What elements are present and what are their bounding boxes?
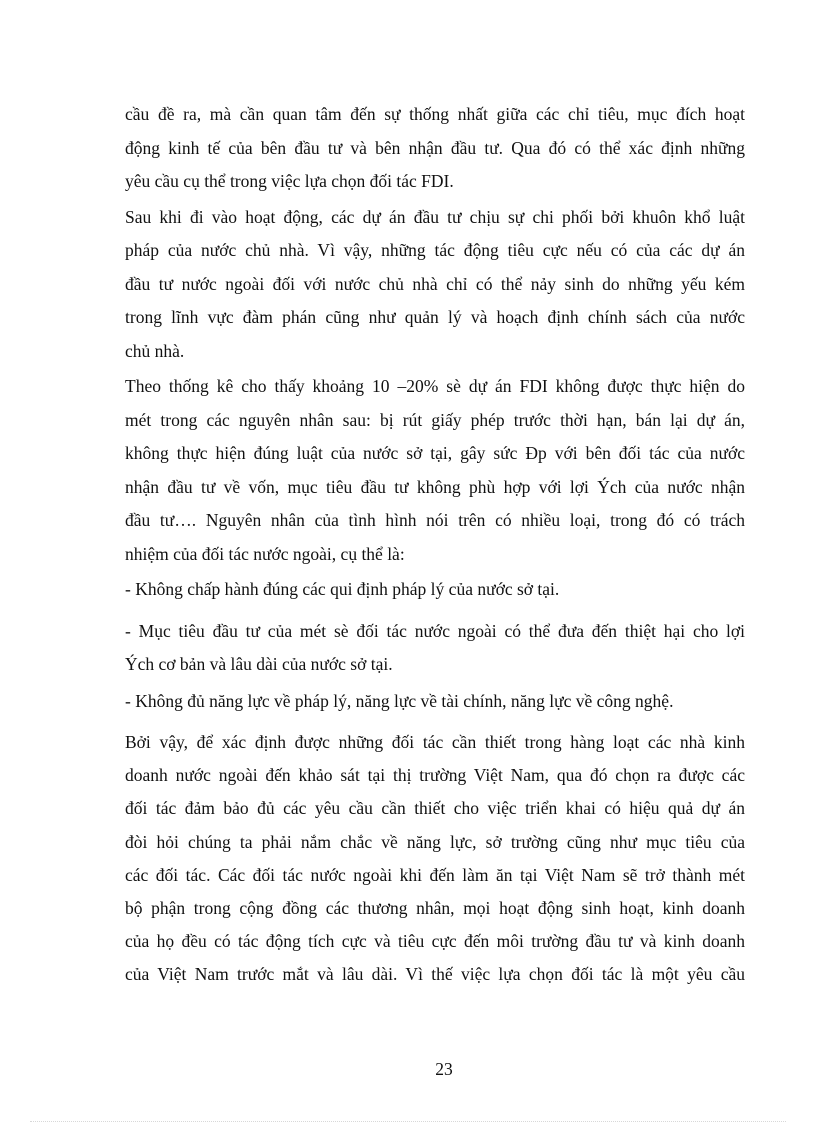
text-line: nhiệm của đối tác nước ngoài, cụ thể là: — [125, 544, 405, 564]
page-number: 23 — [435, 1059, 453, 1079]
text-line: đầu tư nước ngoài đối với nước chủ nhà chỉ có thể nảy sinh do những yếu kém — [125, 274, 745, 294]
text-line: các đối tác. Các đối tác nước ngoài khi đến làm ăn tại Việt Nam sẽ trở thành mét — [125, 865, 745, 885]
page-bottom-rule — [30, 1121, 786, 1122]
text-line: đòi hỏi chúng ta phải nắm chắc về năng lực, sở trường cũng như mục tiêu của — [125, 832, 745, 852]
text-line: chủ nhà. — [125, 341, 185, 361]
text-line: cầu đề ra, mà cần quan tâm đến sự thống nhất giữa các chỉ tiêu, mục đích hoạt — [125, 104, 745, 124]
bullet-item: - Mục tiêu đầu tư của mét sè đối tác nước ngoài có thể đưa đến thiệt hại cho lợi — [125, 621, 745, 641]
text-line: của Việt Nam trước mắt và lâu dài. Vì thế việc lựa chọn đối tác là một yêu cầu — [125, 964, 745, 984]
text-line: Sau khi đi vào hoạt động, các dự án đầu tư chịu sự chi phối bởi khuôn khổ luật — [125, 207, 745, 227]
text-line: trong lĩnh vực đàm phán cũng như quản lý và hoạch định chính sách của nước — [125, 307, 745, 327]
text-line: của họ đều có tác động tích cực và tiêu cực đến môi trường đầu tư và kinh doanh — [125, 931, 745, 951]
text-line: đối tác đảm bảo đủ các yêu cầu cần thiết cho việc triển khai có hiệu quả dự án — [125, 798, 745, 818]
text-line: doanh nước ngoài đến khảo sát tại thị trường Việt Nam, qua đó chọn ra được các — [125, 765, 745, 785]
text-line: đầu tư…. Nguyên nhân của tình hình nói trên có nhiều loại, trong đó có trách — [125, 510, 745, 530]
text-line: bộ phận trong cộng đồng các thương nhân, mọi hoạt động sinh hoạt, kinh doanh — [125, 898, 745, 918]
text-line: động kinh tế của bên đầu tư và bên nhận đầu tư. Qua đó có thể xác định những — [125, 138, 745, 158]
text-line: Bởi vậy, để xác định được những đối tác cần thiết trong hàng loạt các nhà kinh — [125, 732, 745, 752]
bullet-item: - Không chấp hành đúng các qui định pháp lý của nước sở tại. — [125, 579, 560, 599]
bullet-item: - Không đủ năng lực về pháp lý, năng lực về tài chính, năng lực về công nghệ. — [125, 691, 674, 711]
text-line: Theo thống kê cho thấy khoảng 10 –20% sè dự án FDI không được thực hiện do — [125, 376, 745, 396]
text-line: yêu cầu cụ thể trong việc lựa chọn đối tác FDI. — [125, 171, 454, 191]
text-line: nhận đầu tư về vốn, mục tiêu đầu tư không phù hợp với lợi Ých của nước nhận — [125, 477, 745, 497]
text-line: Ých cơ bản và lâu dài của nước sở tại. — [125, 654, 393, 674]
text-line: mét trong các nguyên nhân sau: bị rút giấy phép trước thời hạn, bán lại dự án, — [125, 410, 745, 430]
text-line: pháp của nước chủ nhà. Vì vậy, những tác động tiêu cực nếu có của các dự án — [125, 240, 745, 260]
text-line: không thực hiện đúng luật của nước sở tại, gây sức Ðp với bên đối tác của nước — [125, 443, 745, 463]
